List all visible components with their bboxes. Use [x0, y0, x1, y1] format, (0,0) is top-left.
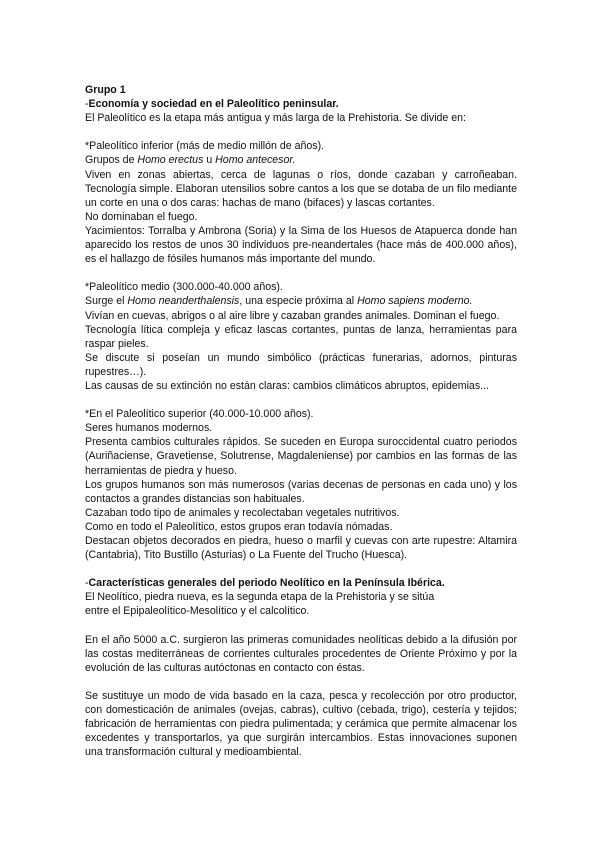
section-1-heading [85, 97, 517, 111]
text-span: Grupos de [85, 154, 138, 167]
paleolitico-medio-surge [85, 294, 517, 308]
paleolitico-medio-title: *Paleolítico medio (300.000-40.000 años). [85, 281, 283, 294]
group-title: Grupo 1 [85, 84, 126, 96]
paleolitico-superior-p4: Cazaban todo tipo de animales y recolectaban vegetales nutritivos. [85, 506, 400, 519]
neolitico-p2: Se sustituye un modo de vida basado en la caza, pesca y recolección por otro productor, con domesticación de animales (ovejas, cabras), cultivo (cebada, trigo), cestería y tejidos; fabricación de herramientas con piedra pulimentada; y cerámica que permite almacenar los excedentes y transportarlos, ya que surgirán intercambios. Estas innovaciones suponen una transformación cultural y medioambiental. [85, 690, 517, 759]
text-span: , una especie próxima al [239, 295, 358, 308]
paleolitico-superior-p3: Los grupos humanos son más numerosos (varias decenas de personas en cada uno) y los contactos a grandes distancias son habituales. [85, 478, 517, 505]
paleolitico-inferior-p3: Yacimientos: Torralba y Ambrona (Soria) y la Sima de los Huesos de Atapuerca donde han aparecido los restos de unos 30 individuos pre-neandertales (hace más de 400.000 años), es el hallazgo de fósiles humanos más importante del mundo. [85, 224, 517, 266]
heading-text: Economía y sociedad en el Paleolítico peninsular. [88, 98, 339, 111]
heading-dash: - [85, 577, 89, 590]
species-name: Homo erectus [137, 154, 204, 167]
paleolitico-superior-p2: Presenta cambios culturales rápidos. Se suceden en Europa suroccidental cuatro periodos (Auriñaciense, Gravetiense, Solutrense, Magdaleniense) por cambios en las formas de las herramientas de piedra y hueso. [85, 436, 517, 477]
paleolitico-medio-p4: Las causas de su extinción no están claras: cambios climáticos abruptos, epidemias... [85, 379, 489, 392]
species-name: Homo sapiens moderno. [357, 295, 473, 308]
neolitico-line-1: El Neolítico, piedra nueva, es la segunda etapa de la Prehistoria y se sitúa [85, 591, 435, 604]
section-2-heading [85, 576, 517, 590]
paleolitico-superior-p1: Seres humanos modernos. [85, 422, 213, 435]
paleolitico-inferior-groups [85, 153, 517, 167]
heading-dash: - [85, 98, 89, 111]
paleolitico-medio-p2: Tecnología lítica compleja y eficaz lascas cortantes, puntas de lanza, herramientas para raspar pieles. [85, 323, 517, 350]
heading-text: Características generales del periodo Neolítico en la Península Ibérica. [88, 577, 445, 590]
paleolitico-medio-p1: Vivían en cuevas, abrigos o al aire libre y cazaban grandes animales. Dominan el fuego. [85, 309, 500, 322]
paleolitico-inferior-p1: Viven en zonas abiertas, cerca de lagunas o ríos, donde cazaban y carroñeaban. Tecnología simple. Elaboran utensilios sobre cantos a los que se dotaba de un filo mediante un corte en una o dos caras: hachas de mano (bifaces) y lascas cortantes. [85, 168, 517, 209]
section-1-intro: El Paleolítico es la etapa más antigua y más larga de la Prehistoria. Se divide en: [85, 112, 466, 125]
text-span: u [203, 154, 216, 167]
paleolitico-inferior-p2: No dominaban el fuego. [85, 210, 198, 223]
paleolitico-medio-p3: Se discute si poseían un mundo simbólico (prácticas funerarias, adornos, pinturas rupestres…). [85, 351, 517, 378]
neolitico-p1: En el año 5000 a.C. surgieron las primeras comunidades neolíticas debido a la difusión por las costas mediterráneas de corrientes culturales procedentes de Oriente Próximo y por la evolución de las culturas autóctonas en contacto con éstas. [85, 633, 517, 674]
paleolitico-superior-p6: Destacan objetos decorados en piedra, hueso o marfil y cuevas con arte rupestre: Altamira (Cantabria), Tito Bustillo (Asturias) o La Fuente del Trucho (Huesca). [85, 535, 517, 562]
paleolitico-inferior-title: *Paleolítico inferior (más de medio millón de años). [85, 140, 325, 153]
document-page [85, 83, 517, 760]
species-name: Homo antecesor. [215, 154, 296, 167]
species-name: Homo neanderthalensis [127, 295, 240, 308]
text-span: Surge el [85, 295, 128, 308]
paleolitico-superior-p5: Como en todo el Paleolítico, estos grupos eran todavía nómadas. [85, 520, 393, 533]
paleolitico-superior-title: *En el Paleolítico superior (40.000-10.000 años). [85, 408, 314, 421]
neolitico-line-2: entre el Epipaleolítico-Mesolítico y el calcolítico. [85, 605, 310, 618]
